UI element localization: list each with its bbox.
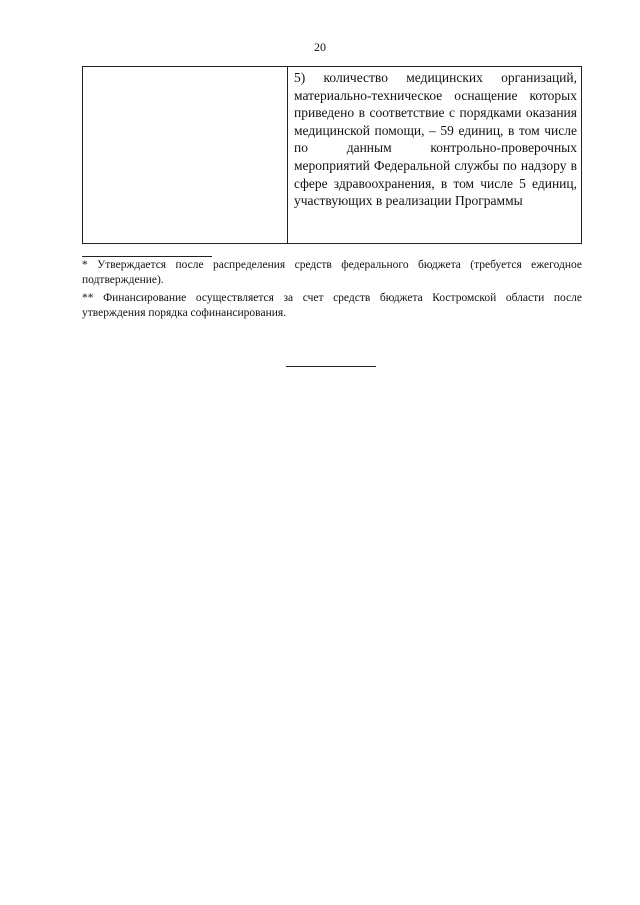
footnotes bbox=[82, 258, 582, 324]
page-number: 20 bbox=[314, 40, 326, 54]
end-of-section-rule bbox=[286, 366, 376, 367]
footnote-divider bbox=[82, 256, 212, 257]
footnote-2: ** Финансирование осуществляется за счет средств бюджета Костромской области после утверждения порядка софинансирования. bbox=[82, 292, 582, 319]
indicators-table bbox=[82, 66, 582, 244]
table-cell-left bbox=[83, 67, 288, 243]
indicator-text: 5) количество медицинских организаций, материально-техническое оснащение которых приведено в соответствие с порядками оказания медицинской помощи, – 59 единиц, в том числе по данным контрольно-проверочных мероприятий Федеральной службы по надзору в сфере здравоохранения, в том числе 5 единиц, участвующих в реализации Программы bbox=[294, 70, 577, 209]
footnote-1: * Утверждается после распределения средств федерального бюджета (требуется ежегодное подтверждение). bbox=[82, 259, 582, 286]
table-cell-right bbox=[288, 67, 581, 243]
